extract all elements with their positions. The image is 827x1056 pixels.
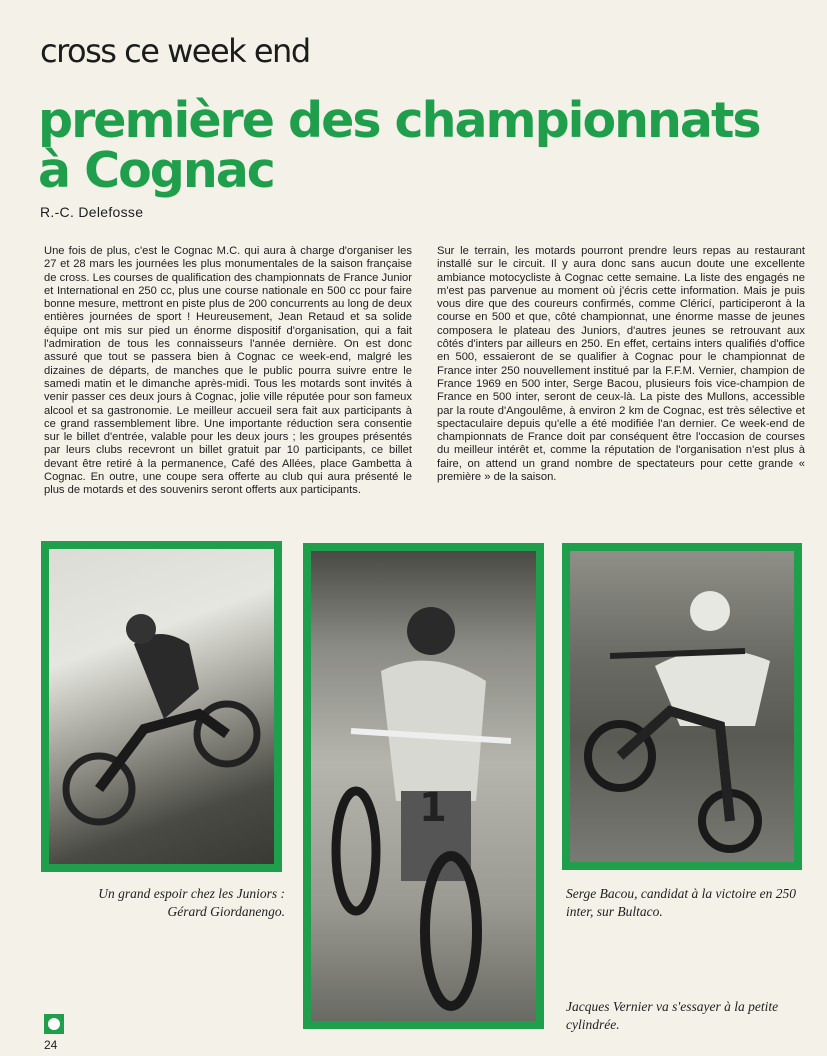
byline: R.-C. Delefosse — [40, 204, 144, 220]
motocross-rider-icon — [49, 549, 274, 864]
photo-giordanengo-image — [49, 549, 274, 864]
headline-line-2: à Cognac — [38, 142, 274, 199]
caption-photo2: Jacques Vernier va s'essayer à la petite cylindrée. — [566, 999, 779, 1032]
headline-line-1: première des championnats — [38, 92, 760, 149]
photo-giordanengo — [41, 541, 282, 872]
motocross-rider-icon — [570, 551, 794, 862]
motocross-rider-icon — [311, 551, 536, 1021]
article-text-right: Sur le terrain, les motards pourront prendre leurs repas au restaurant installé sur le circuit. Il y aura donc sans aucun doute une excellente ambiance motocycliste à Cognac cette semaine. La liste des engagés ne m'est pas parvenue au moment où j'écris cette information. Mais je puis vous dire que des coureurs confirmés, comme Cléricí, participeront à la course en 500 et que, côté championnat, une énorme masse de jeunes composera le plateau des Juniors, d'autres jeunes se retrouvant aux côtés d'inters par ailleurs en 250. En effet, certains inters qualifiés d'office en 500, essaieront de se qualifier à Cognac pour le championnat de France inter 250 nouvellement institué par la F.F.M. Vernier, champion de France 1969 en 500 inter, Serge Bacou, plusieurs fois vice-champion de France en 500 inter, seront de ceux-là. La piste des Mullons, accessible par la route d'Angoulême, à environ 2 km de Cognac, est très sélective et spectaculaire depuis qu'elle a été modifiée l'an dernier. Ce week-end de championnats de France doit par conséquent être l'occasion de courses du meilleur intérêt et, comme la réputation de l'organisation n'est plus à faire, on attend un grand nombre de spectateurs pour cette grande « première » de la saison. — [437, 245, 805, 484]
section-kicker: cross ce week end — [40, 32, 310, 70]
photo-bacou — [562, 543, 802, 870]
svg-text:1: 1 — [419, 785, 447, 831]
article-column-right — [437, 245, 805, 484]
caption-photo3: Serge Bacou, candidat à la victoire en 250 inter, sur Bultaco. — [566, 886, 796, 919]
photo-vernier-image — [311, 551, 536, 1021]
photo-bacou-image — [570, 551, 794, 862]
photo-vernier — [303, 543, 544, 1029]
article-column-left — [44, 245, 412, 498]
page-number: 24 — [44, 1038, 58, 1052]
magazine-logo-icon — [44, 1014, 64, 1034]
article-text-left: Une fois de plus, c'est le Cognac M.C. qui aura à charge d'organiser les 27 et 28 mars les journées les plus monumentales de la saison française de cross. Les courses de qualification des championnats de France Junior et International en 250 cc, plus une course nationale en 500 cc pour faire bonne mesure, mettront en piste plus de 200 concurrents au long de deux entières journées de sport ! Heureusement, Jean Retaud et sa solide équipe ont mis sur pied un énorme dispositif d'organisation, qui a fait l'admiration de tous les connaisseurs l'année dernière. On est donc assuré que tout se passera bien à Cognac ce week-end, malgré les dizaines de départs, de manches que le public pourra suivre entre le samedi matin et le dimanche après-midi. Tous les motards sont invités à venir passer ces deux jours à Cognac, jolie ville réputée pour son fameux alcool et sa gastronomie. Le meilleur accueil sera fait aux participants à ce grand rassemblement libre. Une importante réduction sera consentie sur le billet d'entrée, valable pour les deux jours ; les groupes présentés par leurs clubs recevront un billet gratuit par 10 participants, ce billet devant être retiré à la permanence, Café des Allées, place Gambetta à Cognac. En outre, une coupe sera offerte au club qui aura présenté le plus de motards et des souvenirs seront offerts aux participants. — [44, 245, 412, 497]
article-headline — [38, 92, 818, 199]
caption-photo1: Un grand espoir chez les Juniors : Gérard Giordanengo. — [98, 886, 285, 919]
